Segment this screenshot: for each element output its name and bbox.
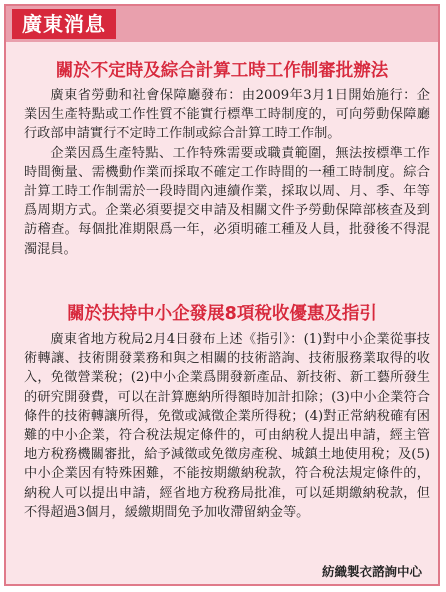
header-bar [6, 6, 438, 42]
article1-body [24, 86, 430, 259]
article1-paragraph: 企業因爲生產特點、工作特殊需要或職責範圍，無法按標準工作時間衡量、需機動作業而採取不確定工作時間的一種工時制度。綜合計算工時工作制需於一段時間內連續作業，採取以周、月、季、年等爲周期方式。企業必須要提交申請及相關文件予勞動保障部核查及到訪稽查。每個批准期限爲一年，必須明確工種及人員，批發後不得混濁混員。 [24, 145, 430, 257]
article2-paragraph: 廣東省地方稅局2月4日發布上述《指引》：(1)對中小企業從事技術轉讓、技術開發業務和與之相關的技術諮詢、技術服務業取得的收入，免徵營業稅；(2)中小企業爲開發新產品、新技術、新工藝所發生的研究開發費，可以在計算應納所得額時加計扣除；(3)中小企業符合條件的技術轉讓所得，免徵或減徵企業所得稅；(4)對正常納稅確有困難的中小企業，符合稅法規定條件的，可由納稅人提出申請，經主管地方稅務機關審批，給予減徵或免徵房產稅、城鎮土地使用稅；及(5)中小企業因有特殊困難，不能按期繳納稅款，符合稅法規定條件的，納稅人可以提出申請，經省地方稅務局批准，可以延期繳納稅款，但不得超過3個月，緩繳期間免予加收滯留納金等。 [24, 332, 430, 520]
article1-paragraph: 廣東省勞動和社會保障廳發布：由2009年3月1日開始施行：企業因生產特點或工作性質不能實行標準工時制度的，可向勞動保障廳行政部申請實行不定時工作制或綜合計算工時工作制。 [24, 88, 430, 142]
source-credit: 紡織製衣諮詢中心 [321, 564, 422, 579]
section-tag: 廣東消息 [12, 9, 116, 39]
news-panel [4, 4, 440, 586]
article2-body [24, 330, 430, 522]
article2-title: 關於扶持中小企發展8項稅收優惠及指引 [67, 304, 377, 324]
article1-title: 關於不定時及綜合計算工時工作制審批辦法 [55, 61, 389, 81]
